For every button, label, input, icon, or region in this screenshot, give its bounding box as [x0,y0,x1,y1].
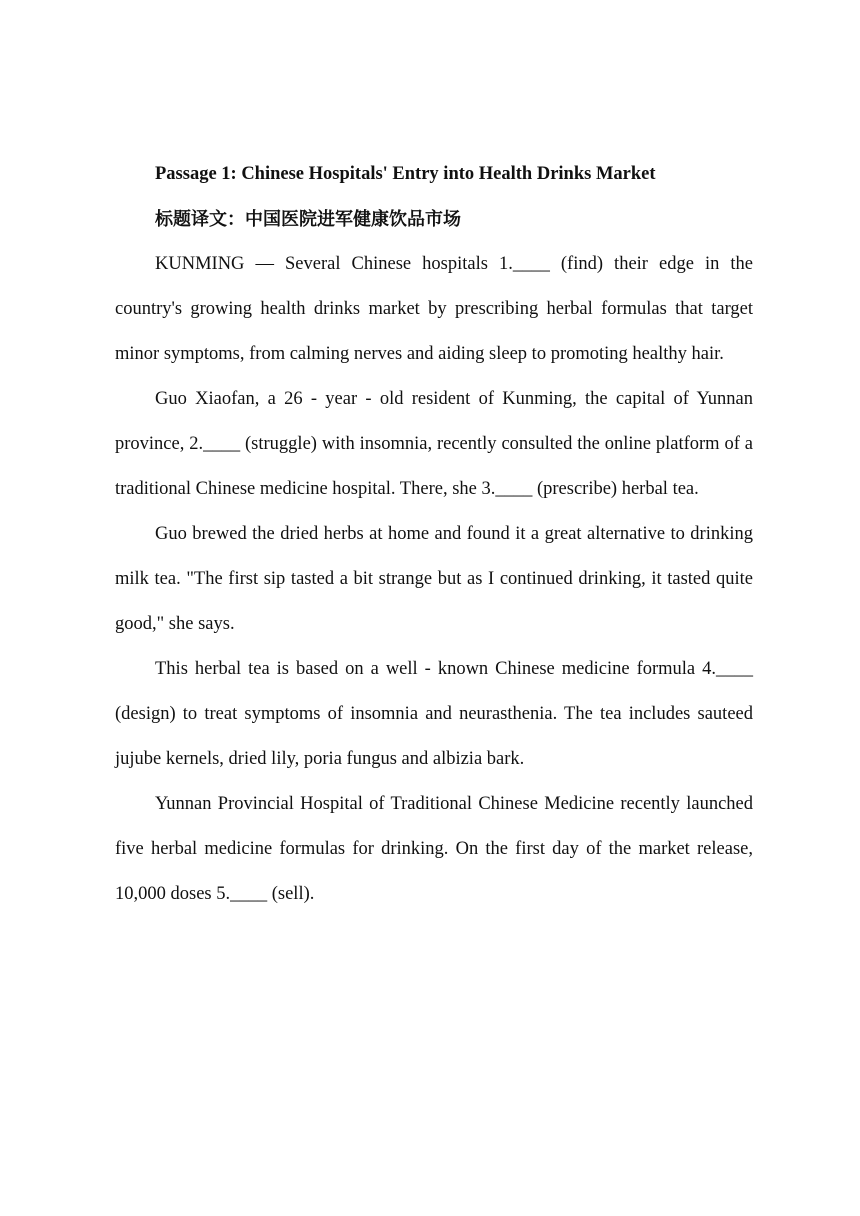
paragraph: Guo brewed the dried herbs at home and found it a great alternative to drinking milk tea. "The first sip tasted a bit strange but as I continued drinking, it tasted quite good," she says. [115,524,753,634]
paragraph: This herbal tea is based on a well - known Chinese medicine formula 4.____ (design) to treat symptoms of insomnia and neurasthenia. The tea includes sauteed jujube kernels, dried lily, poria fungus and albizia bark. [115,659,753,769]
paragraph: Guo Xiaofan, a 26 - year - old resident of Kunming, the capital of Yunnan province, 2.____ (struggle) with insomnia, recently consulted the online platform of a traditional Chinese medicine hospital. There, she 3.____ (prescribe) herbal tea. [115,389,753,499]
passage-title: Passage 1: Chinese Hospitals' Entry into Health Drinks Market [155,164,656,184]
passage-body [115,152,753,917]
paragraph: Yunnan Provincial Hospital of Traditional Chinese Medicine recently launched five herbal medicine formulas for drinking. On the first day of the market release, 10,000 doses 5.____ (sell). [115,794,753,904]
title-translation: 标题译文：中国医院进军健康饮品市场 [155,209,461,230]
paragraph: KUNMING — Several Chinese hospitals 1.____ (find) their edge in the country's growing health drinks market by prescribing herbal formulas that target minor symptoms, from calming nerves and aiding sleep to promoting healthy hair. [115,254,753,364]
